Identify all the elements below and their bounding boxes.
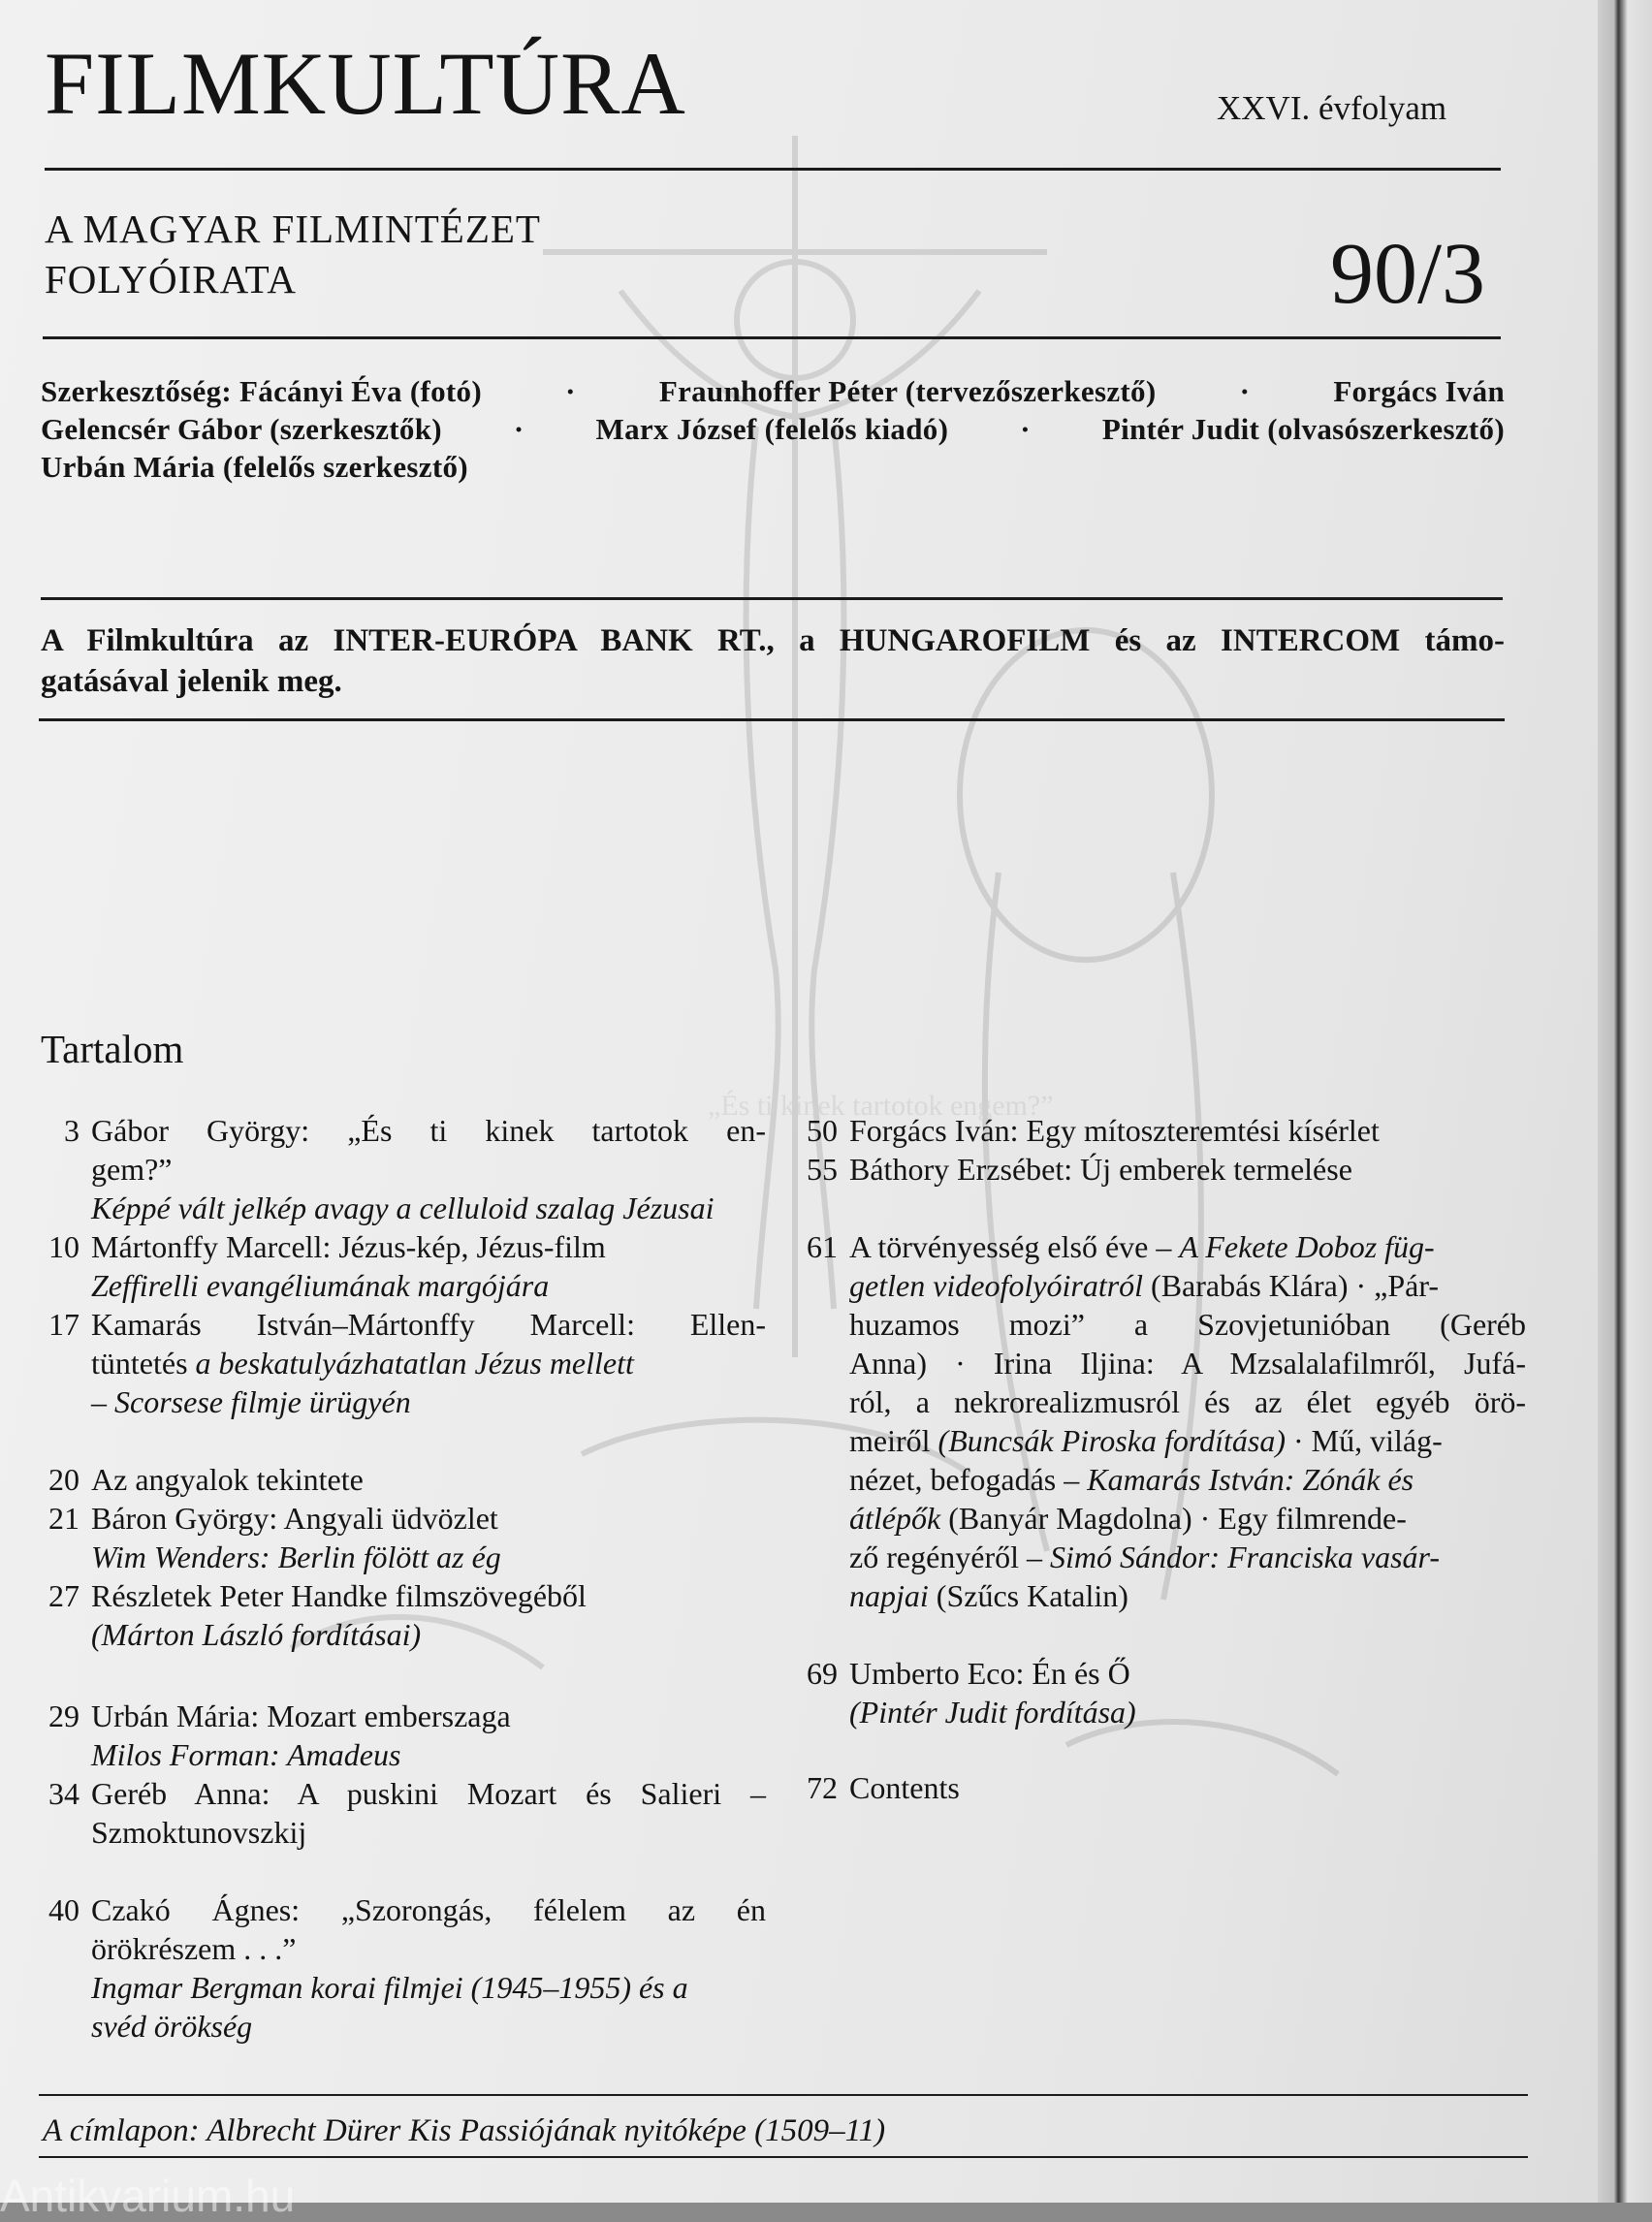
divider <box>39 2156 1528 2158</box>
sponsor-statement <box>41 620 1505 702</box>
toc-line: Báron György: Angyali üdvözlet <box>91 1501 498 1536</box>
toc-entry-text <box>91 1697 766 1774</box>
toc-line <box>849 1538 1526 1576</box>
toc-entry-text <box>91 1111 766 1227</box>
toc-line: Forgács Iván: Egy mítoszteremtési kísérlet <box>849 1113 1380 1148</box>
toc-page-number: 3 <box>64 1113 79 1148</box>
toc-entry-text <box>849 1768 1526 1807</box>
magazine-subtitle <box>45 204 541 304</box>
toc-line: ról, a nekrorealizmusról és az élet egyéb örö- <box>849 1384 1526 1419</box>
toc-page-number: 20 <box>48 1462 79 1497</box>
divider <box>45 168 1501 171</box>
toc-line: Gábor György: „És ti kinek tartotok en- <box>91 1113 766 1148</box>
toc-entry <box>801 1150 1526 1189</box>
toc-line: Geréb Anna: A puskini Mozart és Salieri – <box>91 1776 766 1811</box>
volume-number: XXVI. évfolyam <box>1217 89 1447 127</box>
credits-line-1 <box>41 372 1505 410</box>
sponsor-line-2: gatásával jelenik meg. <box>41 664 342 699</box>
toc-entry-text <box>91 1227 766 1305</box>
toc-page-number: 72 <box>807 1770 838 1805</box>
toc-line-part: Kamarás István: Zónák és <box>1087 1462 1414 1497</box>
toc-line <box>91 1344 766 1382</box>
toc-entry-text <box>849 1227 1526 1615</box>
toc-line-part: nézet, befogadás – <box>849 1462 1088 1497</box>
toc-line <box>849 1576 1526 1615</box>
toc-page-number: 21 <box>48 1501 79 1536</box>
toc-page-number: 40 <box>48 1892 79 1927</box>
credit: Pintér Judit (olvasószerkesztő) <box>1101 412 1505 446</box>
toc-entry-text <box>91 1576 766 1654</box>
toc-entry <box>801 1654 1526 1731</box>
toc-entry <box>43 1227 766 1305</box>
toc-line-part: (Banyár Magdolna) · Egy filmrende- <box>940 1501 1407 1536</box>
toc-line-part: (Barabás Klára) · „Pár- <box>1143 1268 1440 1303</box>
toc-line: Umberto Eco: Én és Ő <box>849 1656 1130 1691</box>
toc-page-number: 69 <box>807 1656 838 1691</box>
toc-entry-text <box>849 1654 1526 1731</box>
toc-entry <box>43 1460 766 1499</box>
separator-dot: · <box>565 374 576 408</box>
toc-line: Ingmar Bergman korai filmjei (1945–1955) és a <box>91 1970 688 2005</box>
toc-line: Czakó Ágnes: „Szorongás, félelem az én <box>91 1892 766 1927</box>
toc-line-part: meiről <box>849 1423 938 1458</box>
toc-page-number: 27 <box>48 1578 79 1613</box>
toc-line: Wim Wenders: Berlin fölött az ég <box>91 1540 501 1574</box>
toc-line: (Pintér Judit fordítása) <box>849 1695 1136 1730</box>
toc-page-number: 10 <box>48 1229 79 1264</box>
site-watermark: Antikvarium.hu <box>0 2171 296 2221</box>
separator-dot: · <box>1020 412 1031 446</box>
credit: Marx József (felelős kiadó) <box>595 412 949 446</box>
toc-entry-text <box>91 1890 766 2046</box>
subtitle-line-1: A MAGYAR FILMINTÉZET <box>45 206 541 251</box>
toc-entry <box>43 1890 766 2046</box>
toc-entry-text <box>91 1774 766 1852</box>
toc-entry-text <box>91 1499 766 1576</box>
toc-line: Részletek Peter Handke filmszövegéből <box>91 1578 587 1613</box>
toc-line-part: ző regényéről – <box>849 1540 1051 1574</box>
toc-line-part: A törvényesség első éve – <box>849 1229 1180 1264</box>
toc-line <box>849 1460 1526 1499</box>
toc-line: Milos Forman: Amadeus <box>91 1737 401 1772</box>
toc-line-part: a beskatulyázhatatlan Jézus mellett <box>195 1346 634 1381</box>
toc-entry <box>43 1305 766 1421</box>
editorial-credits <box>41 372 1505 486</box>
toc-line: gem?” <box>91 1152 173 1187</box>
toc-entry <box>801 1768 1526 1807</box>
sponsor-line-1: A Filmkultúra az INTER-EURÓPA BANK RT., a HUNGAROFILM és az INTERCOM támo- <box>41 623 1505 658</box>
toc-entry <box>801 1111 1526 1150</box>
credit: Fraunhoffer Péter (tervezőszerkesztő) <box>658 374 1157 408</box>
toc-entry-text <box>849 1150 1526 1189</box>
toc-line-part: (Szűcs Katalin) <box>928 1578 1128 1613</box>
toc-title: Tartalom <box>41 1027 184 1071</box>
toc-page-number: 29 <box>48 1698 79 1733</box>
credits-line-2 <box>41 410 1505 448</box>
toc-page-number: 61 <box>807 1229 838 1264</box>
toc-line: Zeffirelli evangéliumának margójára <box>91 1268 550 1303</box>
toc-line: Anna) · Irina Iljina: A Mzsalalafilmről, Jufá- <box>849 1346 1526 1381</box>
toc-line-part: · Mű, világ- <box>1286 1423 1443 1458</box>
toc-entry-text <box>91 1460 766 1499</box>
toc-line: svéd örökség <box>91 2009 253 2044</box>
toc-line: Kamarás István–Mártonffy Marcell: Ellen- <box>91 1307 766 1342</box>
toc-entry-text <box>849 1111 1526 1150</box>
toc-line-part: (Buncsák Piroska fordítása) <box>937 1423 1286 1458</box>
toc-line-part: tüntetés <box>91 1346 196 1381</box>
toc-line: Szmoktunovszkij <box>91 1815 307 1850</box>
credit: Forgács Iván <box>1333 374 1505 408</box>
toc-line-part: átlépők <box>849 1501 941 1536</box>
toc-entry <box>43 1111 766 1227</box>
toc-line: Contents <box>849 1770 960 1805</box>
svg-text:„És ti kinek tartotok engem?”: „És ti kinek tartotok engem?” <box>708 1090 1054 1122</box>
divider <box>43 336 1501 339</box>
page-edge <box>1598 0 1652 2203</box>
toc-line: (Márton László fordításai) <box>91 1617 422 1652</box>
divider <box>39 2094 1528 2096</box>
issue-number: 90/3 <box>1330 226 1486 322</box>
separator-dot: · <box>1239 374 1251 408</box>
toc-line-part: A Fekete Doboz füg- <box>1179 1229 1435 1264</box>
toc-line <box>849 1421 1526 1460</box>
toc-page-number: 17 <box>48 1307 79 1342</box>
toc-line <box>849 1266 1526 1305</box>
toc-line-part: getlen videofolyóiratról <box>849 1268 1144 1303</box>
credit: Gelencsér Gábor (szerkesztők) <box>41 412 442 446</box>
toc-page-number: 55 <box>807 1152 838 1187</box>
toc-line <box>849 1499 1526 1538</box>
cover-credit: A címlapon: Albrecht Dürer Kis Passiójának nyitóképe (1509–11) <box>43 2113 886 2148</box>
toc-page-number: 50 <box>807 1113 838 1148</box>
toc-entry <box>43 1499 766 1576</box>
toc-line: huzamos mozi” a Szovjetunióban (Geréb <box>849 1307 1526 1342</box>
toc-line: Báthory Erzsébet: Új emberek termelése <box>849 1152 1352 1187</box>
credit: Szerkesztőség: Fácányi Éva (fotó) <box>41 374 482 408</box>
toc-line: – Scorsese filmje ürügyén <box>91 1384 411 1419</box>
divider <box>41 597 1503 600</box>
toc-line: Mártonffy Marcell: Jézus-kép, Jézus-film <box>91 1229 606 1264</box>
credits-line-3: Urbán Mária (felelős szerkesztő) <box>41 450 468 484</box>
toc-page-number: 34 <box>48 1776 79 1811</box>
toc-line-part: napjai <box>849 1578 929 1613</box>
subtitle-line-2: FOLYÓIRATA <box>45 257 298 302</box>
toc-entry <box>43 1576 766 1654</box>
separator-dot: · <box>513 412 524 446</box>
toc-entry <box>43 1774 766 1852</box>
divider <box>39 718 1505 721</box>
toc-entry-text <box>91 1305 766 1421</box>
toc-entry <box>801 1227 1526 1615</box>
toc-line: Az angyalok tekintete <box>91 1462 364 1497</box>
toc-line: Képpé vált jelkép avagy a celluloid szalag Jézusai <box>91 1190 715 1225</box>
magazine-title: FILMKULTÚRA <box>45 34 686 133</box>
toc-entry <box>43 1697 766 1774</box>
toc-line-part: Simó Sándor: Franciska vasár- <box>1050 1540 1440 1574</box>
toc-line: Urbán Mária: Mozart emberszaga <box>91 1698 511 1733</box>
toc-line: örökrészem . . .” <box>91 1931 297 1966</box>
toc-line <box>849 1227 1526 1266</box>
